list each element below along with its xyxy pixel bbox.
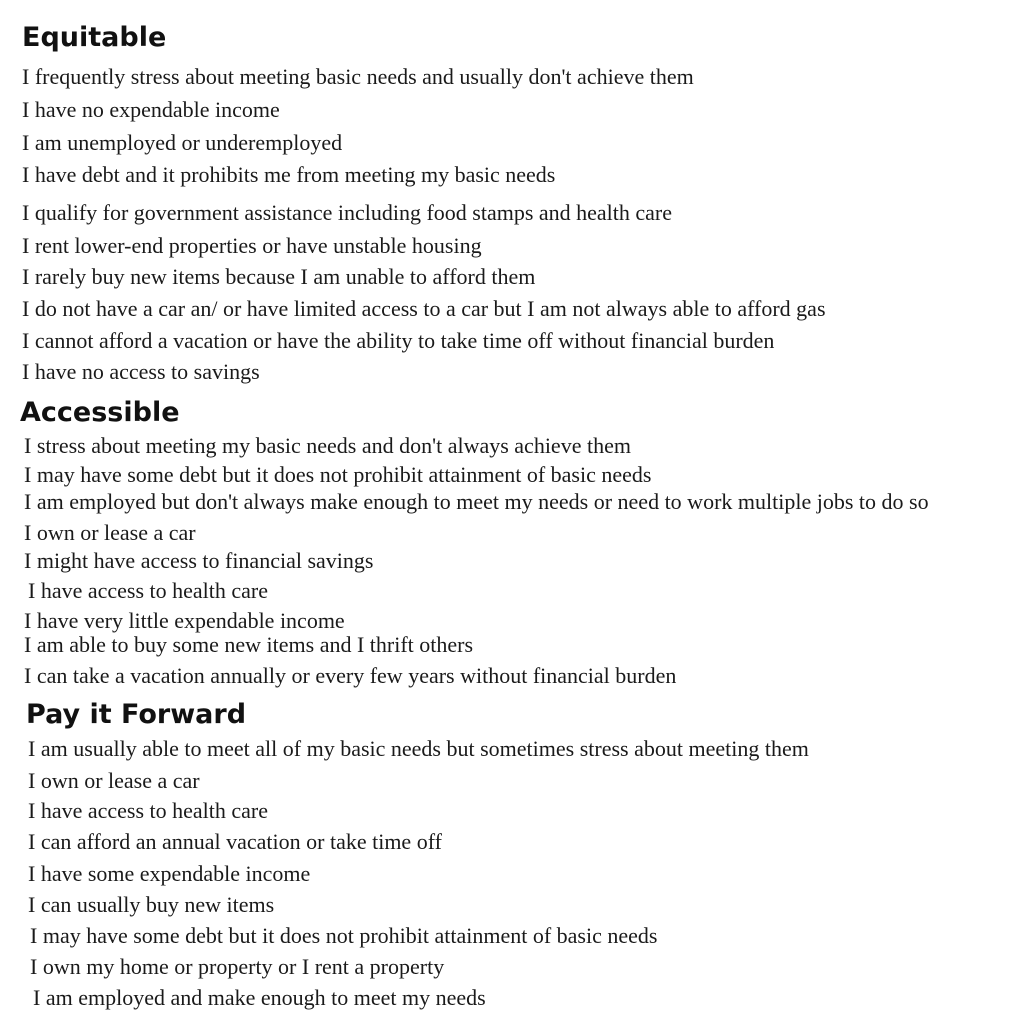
accessible-item: I am able to buy some new items and I thrift others xyxy=(24,632,474,657)
section-title-accessible: Accessible xyxy=(20,397,180,428)
pay-it-forward-item: I am usually able to meet all of my basic needs but sometimes stress about meeting them xyxy=(28,736,809,761)
accessible-item: I can take a vacation annually or every few years without financial burden xyxy=(24,663,677,688)
accessible-item: I have very little expendable income xyxy=(24,608,345,633)
equitable-item: I cannot afford a vacation or have the ability to take time off without financial burden xyxy=(22,328,775,353)
section-title-equitable: Equitable xyxy=(22,22,167,53)
equitable-item: I qualify for government assistance including food stamps and health care xyxy=(22,200,673,225)
accessible-item: I might have access to financial savings xyxy=(24,548,374,573)
equitable-item: I rent lower-end properties or have unstable housing xyxy=(22,233,482,258)
pay-it-forward-item: I have some expendable income xyxy=(28,861,311,886)
equitable-item: I have no access to savings xyxy=(22,359,260,384)
pay-it-forward-item: I can usually buy new items xyxy=(28,892,275,917)
pay-it-forward-item: I own my home or property or I rent a property xyxy=(30,954,445,979)
section-title-pay-it-forward: Pay it Forward xyxy=(26,699,247,730)
accessible-item: I own or lease a car xyxy=(24,520,196,545)
pay-it-forward-item: I can afford an annual vacation or take time off xyxy=(28,829,442,854)
accessible-item: I stress about meeting my basic needs and don't always achieve them xyxy=(24,433,631,458)
pay-it-forward-item: I am employed and make enough to meet my needs xyxy=(33,985,486,1010)
equitable-item: I have no expendable income xyxy=(22,97,280,122)
accessible-item: I have access to health care xyxy=(28,578,269,603)
accessible-item: I am employed but don't always make enough to meet my needs or need to work multiple jobs to do so xyxy=(24,489,929,514)
equitable-item: I am unemployed or underemployed xyxy=(22,130,343,155)
equitable-item: I frequently stress about meeting basic needs and usually don't achieve them xyxy=(22,64,694,89)
pay-it-forward-item: I have access to health care xyxy=(28,798,269,823)
equitable-item: I do not have a car an/ or have limited access to a car but I am not always able to afford gas xyxy=(22,296,826,321)
equitable-item: I rarely buy new items because I am unable to afford them xyxy=(22,264,536,289)
pay-it-forward-item: I may have some debt but it does not prohibit attainment of basic needs xyxy=(30,923,658,948)
equitable-item: I have debt and it prohibits me from meeting my basic needs xyxy=(22,162,556,187)
accessible-item: I may have some debt but it does not prohibit attainment of basic needs xyxy=(24,462,652,487)
pay-it-forward-item: I own or lease a car xyxy=(28,768,200,793)
